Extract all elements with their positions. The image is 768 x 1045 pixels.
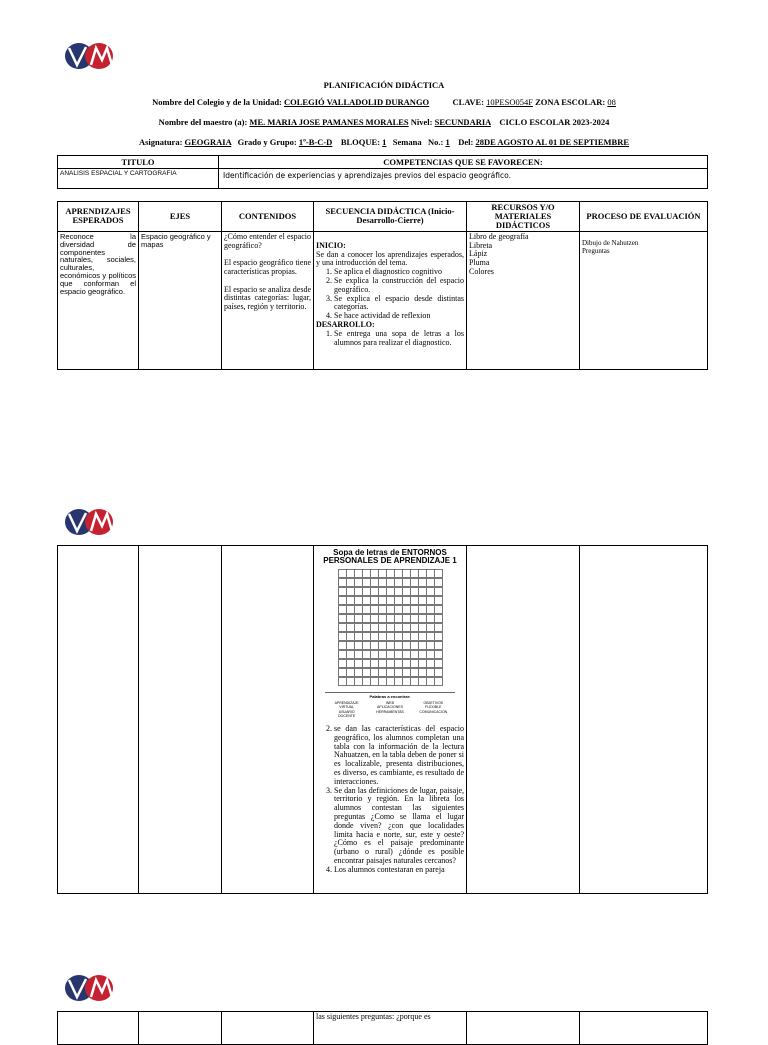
school-logo [60, 38, 120, 74]
titulo-cell: ANALISIS ESPACIAL Y CARTOGRAFIA [58, 169, 219, 189]
secuencia-cell-continued [314, 546, 467, 894]
bloque-value: 1 [382, 137, 387, 147]
ejes-cell: Espacio geográfico y mapas [139, 231, 222, 369]
grid-cell [434, 668, 443, 677]
grid-cell [434, 641, 443, 650]
recurso-item: Colores [469, 266, 494, 276]
school-name: COLEGIÓ VALLADOLID DURANGO [284, 97, 430, 107]
aprendizajes-cell: Reconoce la diversidad de componentes naturales, sociales, culturales, económicos y políticos que conforman el espacio geográfico. [58, 231, 139, 369]
contenido-item: El espacio se analiza desde distintas categorías: lugar, países, región y territorio. [224, 284, 311, 312]
word-search-title: Sopa de letras de ENTORNOS PERSONALES DE APRENDIZAJE 1 [323, 548, 457, 566]
secuencia-cell [314, 231, 467, 369]
evaluacion-item: Preguntas [582, 247, 610, 256]
empty-cell [467, 546, 580, 894]
evaluacion-item: Dibujo de Nahutzen [582, 238, 639, 247]
grid-cell [434, 677, 443, 686]
grid-cell [434, 596, 443, 605]
subject-line: Asignatura: GEOGRAIA Grado y Grupo: 1º-B-C-D BLOQUE: 1 Semana No.: 1 Del: 28DE AGOSTO AL 01 DE SEPTIEMBRE [138, 137, 630, 147]
header-secuencia: SECUENCIA DIDÁCTICA (Inicio-Desarrollo-Cierre) [314, 202, 467, 232]
empty-cell [580, 546, 708, 894]
empty-cell [58, 546, 139, 894]
ciclo-escolar: CICLO ESCOLAR 2023-2024 [499, 117, 610, 127]
inicio-text: Se dan a conocer los aprendizajes esperados, y una introducción del tema. [316, 249, 464, 268]
word-search-grid [338, 569, 442, 686]
empty-cell [139, 546, 222, 894]
desarrollo-label: DESARROLLO: [316, 319, 375, 329]
contenido-item: El espacio geográfico tiene características propias. [224, 258, 311, 276]
header-recursos: RECURSOS Y/O MATERIALES DIDÁCTICOS [467, 202, 580, 232]
inicio-step: 2. Se explica la construcción del espacio geográfico. [334, 277, 464, 295]
header-aprendizajes: APRENDIZAJES ESPERADOS [58, 202, 139, 232]
header-contenidos: CONTENIDOS [222, 202, 314, 232]
secuencia-continuation: las siguientes preguntas: ¿porque es [314, 1012, 467, 1045]
empty-cell [139, 1012, 222, 1045]
titulo-header: TITULO [58, 156, 219, 169]
school-logo [60, 970, 120, 1006]
school-logo [60, 504, 120, 540]
empty-cell [222, 1012, 314, 1045]
empty-cell [467, 1012, 580, 1045]
contenido-item: ¿Cómo entender el espacio geográfico? [224, 231, 311, 250]
teacher-name: ME. MARIA JOSE PAMANES MORALES [249, 117, 409, 127]
grid-cell [434, 605, 443, 614]
word-search-image [316, 549, 464, 719]
competencias-header: COMPETENCIAS QUE SE FAVORECEN: [219, 156, 708, 169]
empty-cell [222, 546, 314, 894]
desarrollo-step: 4. Los alumnos contestaran en pareja [334, 866, 464, 875]
recurso-item: Libro de geografía [469, 231, 529, 241]
grid-cell [434, 650, 443, 659]
zona-value: 08 [607, 97, 616, 107]
planning-table-continued [57, 545, 708, 894]
nivel-value: SECUNDARIA [434, 117, 491, 127]
recurso-item: Lápiz [469, 249, 488, 259]
inicio-label: INICIO: [316, 240, 346, 250]
planning-table [57, 201, 708, 370]
titulo-competencias-table [57, 155, 708, 189]
recurso-item: Libreta [469, 240, 493, 250]
teacher-line: Nombre del maestro (a): ME. MARIA JOSE PAMANES MORALES Nivel: SECUNDARIA CICLO ESCOLAR 2023-2024 [158, 117, 610, 127]
grid-cell [434, 632, 443, 641]
desarrollo-step: 2. se dan las características del espacio geográfico, los alumnos completan una tabla con la información de la lectura Nahuatzen, en la tabla deben de poner si es localizable, presenta distribuciones, es diverso, es cambiante, es resultado de interacciones. [334, 725, 464, 787]
inicio-step: 4. Se hace actividad de reflexion [334, 312, 464, 321]
inicio-step: 3. Se explica el espacio desde distintas categorías. [334, 295, 464, 313]
grid-cell [434, 587, 443, 596]
empty-cell [58, 1012, 139, 1045]
evaluacion-cell [580, 231, 708, 369]
recurso-item: Pluma [469, 258, 490, 268]
header-evaluacion: PROCESO DE EVALUACIÓN [580, 202, 708, 232]
grid-cell [434, 659, 443, 668]
grid-cell [434, 614, 443, 623]
desarrollo-step: 1. Se entrega una sopa de letras a los alumnos para realizar el diagnostico. [334, 330, 464, 348]
recursos-cell [467, 231, 580, 369]
grid-cell [434, 578, 443, 587]
clave-value: 10PESO054F [486, 97, 533, 107]
school-line: Nombre del Colegio y de la Unidad: COLEGIÓ VALLADOLID DURANGO CLAVE: 10PESO054F ZONA ESCOLAR: 08 [152, 97, 616, 107]
planning-table-page3 [57, 1011, 708, 1045]
page-title: PLANIFICACIÓN DIDÁCTICA [323, 80, 445, 90]
desarrollo-step: 3. Se dan las definiciones de lugar, paisaje, territorio y región. En la libreta los alumnos contestan las siguientes preguntas ¿Como se llama el lugar donde viven? ¿con que localidades limita hacia e norte, sur, este y oeste? ¿Cómo es el paisaje predominante (urbano o rural) ¿dónde es posible encontrar paisajes naturales cercanos? [334, 787, 464, 866]
no-value: 1 [445, 137, 450, 147]
competencia-cell: Identificación de experiencias y aprendizajes previos del espacio geográfico. [219, 169, 708, 189]
header-ejes: EJES [139, 202, 222, 232]
empty-cell [580, 1012, 708, 1045]
date-range: 28DE AGOSTO AL 01 DE SEPTIEMBRE [475, 137, 630, 147]
word-search-caption: Palabras a encontrar: [369, 693, 411, 699]
inicio-step: 1. Se aplica el diagnostico cognitivo [334, 268, 464, 277]
contenidos-cell [222, 231, 314, 369]
grid-cell [434, 623, 443, 632]
asignatura-value: GEOGRAIA [184, 137, 232, 147]
grado-value: 1º-B-C-D [298, 137, 333, 147]
grid-cell [434, 569, 443, 578]
word-search-words: APRENDIZAJE WEB OBJETIVOS VIRTUAL APLICACIONES FLEXIBLE USUARIO HERRAMIENTAS COMUNICACION DOCENTE [334, 700, 448, 719]
